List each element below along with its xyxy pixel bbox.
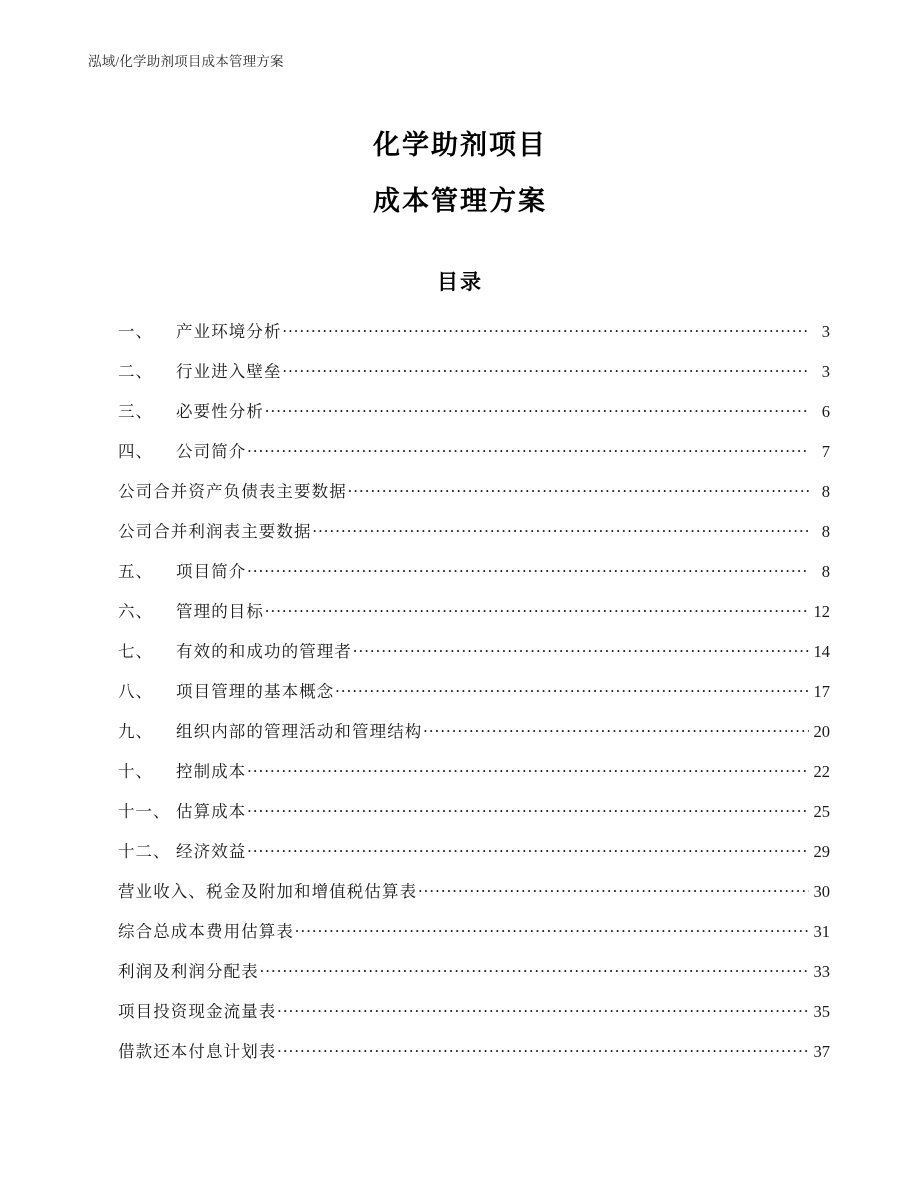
toc-entry-page-number: 14: [813, 642, 830, 661]
toc-entry-number: 一、: [118, 322, 153, 341]
toc-entry-page-number: 35: [813, 1002, 830, 1021]
toc-entry[interactable]: [118, 878, 830, 918]
toc-entry[interactable]: [118, 678, 830, 718]
toc-dot-leader: [348, 481, 809, 498]
toc-entry-title: 公司合并利润表主要数据: [118, 522, 312, 541]
toc-entry[interactable]: [118, 838, 830, 878]
toc-entry-title: 利润及利润分配表: [118, 962, 259, 981]
toc-dot-leader: [277, 1041, 809, 1058]
toc-entry-page-number: 3: [821, 362, 830, 381]
toc-entry-page-number: 6: [821, 402, 830, 421]
toc-dot-leader: [295, 921, 809, 938]
toc-entry-title: 营业收入、税金及附加和增值税估算表: [118, 882, 418, 901]
toc-entry-page-number: 20: [813, 722, 830, 741]
toc-entry-page-number: 25: [813, 802, 830, 821]
toc-entry-page-number: 8: [821, 522, 830, 541]
toc-dot-leader: [335, 681, 809, 698]
toc-dot-leader: [265, 401, 809, 418]
toc-dot-leader: [418, 881, 809, 898]
toc-entry[interactable]: [118, 1038, 830, 1078]
toc-entry[interactable]: [118, 958, 830, 998]
toc-entry[interactable]: [118, 358, 830, 398]
toc-entry-number: 十一、: [118, 802, 171, 821]
toc-dot-leader: [247, 841, 809, 858]
toc-dot-leader: [423, 721, 809, 738]
toc-entry[interactable]: [118, 518, 830, 558]
toc-entry[interactable]: [118, 558, 830, 598]
toc-entry-title: 控制成本: [176, 762, 247, 781]
toc-entry[interactable]: [118, 438, 830, 478]
toc-entry-number: 十二、: [118, 842, 171, 861]
toc-entry[interactable]: [118, 638, 830, 678]
toc-dot-leader: [283, 361, 809, 378]
toc-entry-page-number: 8: [821, 562, 830, 581]
running-header: 泓域/化学助剂项目成本管理方案: [88, 54, 284, 69]
toc-entry-page-number: 22: [813, 762, 830, 781]
toc-heading: 目录: [437, 270, 483, 294]
title-line-2: 成本管理方案: [373, 186, 547, 217]
toc-entry-page-number: 31: [813, 922, 830, 941]
toc-entry-number: 四、: [118, 442, 153, 461]
toc-entry-number: 八、: [118, 682, 153, 701]
toc-entry-number: 十、: [118, 762, 153, 781]
toc-entry[interactable]: [118, 718, 830, 758]
toc-entry-number: 七、: [118, 642, 153, 661]
toc-entry[interactable]: [118, 598, 830, 638]
toc-entry-page-number: 3: [821, 322, 830, 341]
toc-entry-title: 组织内部的管理活动和管理结构: [176, 722, 423, 741]
toc-entry-title: 必要性分析: [176, 402, 264, 421]
toc-entry-number: 六、: [118, 602, 153, 621]
toc-dot-leader: [247, 561, 809, 578]
toc-entry-title: 行业进入壁垒: [176, 362, 282, 381]
toc-entry-title: 项目管理的基本概念: [176, 682, 335, 701]
toc-entry-title: 项目简介: [176, 562, 247, 581]
toc-entry-number: 二、: [118, 362, 153, 381]
toc-entry[interactable]: [118, 798, 830, 838]
toc-entry-page-number: 8: [821, 482, 830, 501]
toc-dot-leader: [247, 441, 809, 458]
toc-dot-leader: [277, 1001, 809, 1018]
toc-entry-title: 综合总成本费用估算表: [118, 922, 294, 941]
toc-entry-page-number: 29: [813, 842, 830, 861]
toc-entry-title: 产业环境分析: [176, 322, 282, 341]
toc-entry[interactable]: [118, 918, 830, 958]
toc-entry-title: 公司简介: [176, 442, 247, 461]
toc-entry-title: 项目投资现金流量表: [118, 1002, 277, 1021]
toc-entry-page-number: 12: [813, 602, 830, 621]
toc-entry-page-number: 33: [813, 962, 830, 981]
toc-dot-leader: [283, 321, 809, 338]
toc-dot-leader: [260, 961, 809, 978]
toc-entry[interactable]: [118, 998, 830, 1038]
toc-dot-leader: [247, 761, 809, 778]
title-line-1: 化学助剂项目: [373, 130, 547, 161]
toc-entry[interactable]: [118, 478, 830, 518]
toc-entry-title: 有效的和成功的管理者: [176, 642, 352, 661]
toc-entry-number: 九、: [118, 722, 153, 741]
toc-entry-page-number: 7: [821, 442, 830, 461]
toc-entry-page-number: 17: [813, 682, 830, 701]
toc-entry[interactable]: [118, 758, 830, 798]
toc-entry-number: 三、: [118, 402, 153, 421]
toc-entry-number: 五、: [118, 562, 153, 581]
toc-dot-leader: [247, 801, 809, 818]
toc-entry-title: 公司合并资产负债表主要数据: [118, 482, 347, 501]
toc-entry[interactable]: [118, 398, 830, 438]
toc-entry-title: 管理的目标: [176, 602, 264, 621]
table-of-contents: [118, 318, 830, 1078]
toc-entry[interactable]: [118, 318, 830, 358]
toc-entry-title: 经济效益: [176, 842, 247, 861]
document-title: [0, 118, 920, 230]
toc-entry-page-number: 30: [813, 882, 830, 901]
toc-dot-leader: [265, 601, 809, 618]
toc-entry-page-number: 37: [813, 1042, 830, 1061]
toc-dot-leader: [313, 521, 809, 538]
toc-dot-leader: [353, 641, 809, 658]
toc-entry-title: 估算成本: [176, 802, 247, 821]
toc-entry-title: 借款还本付息计划表: [118, 1042, 277, 1061]
